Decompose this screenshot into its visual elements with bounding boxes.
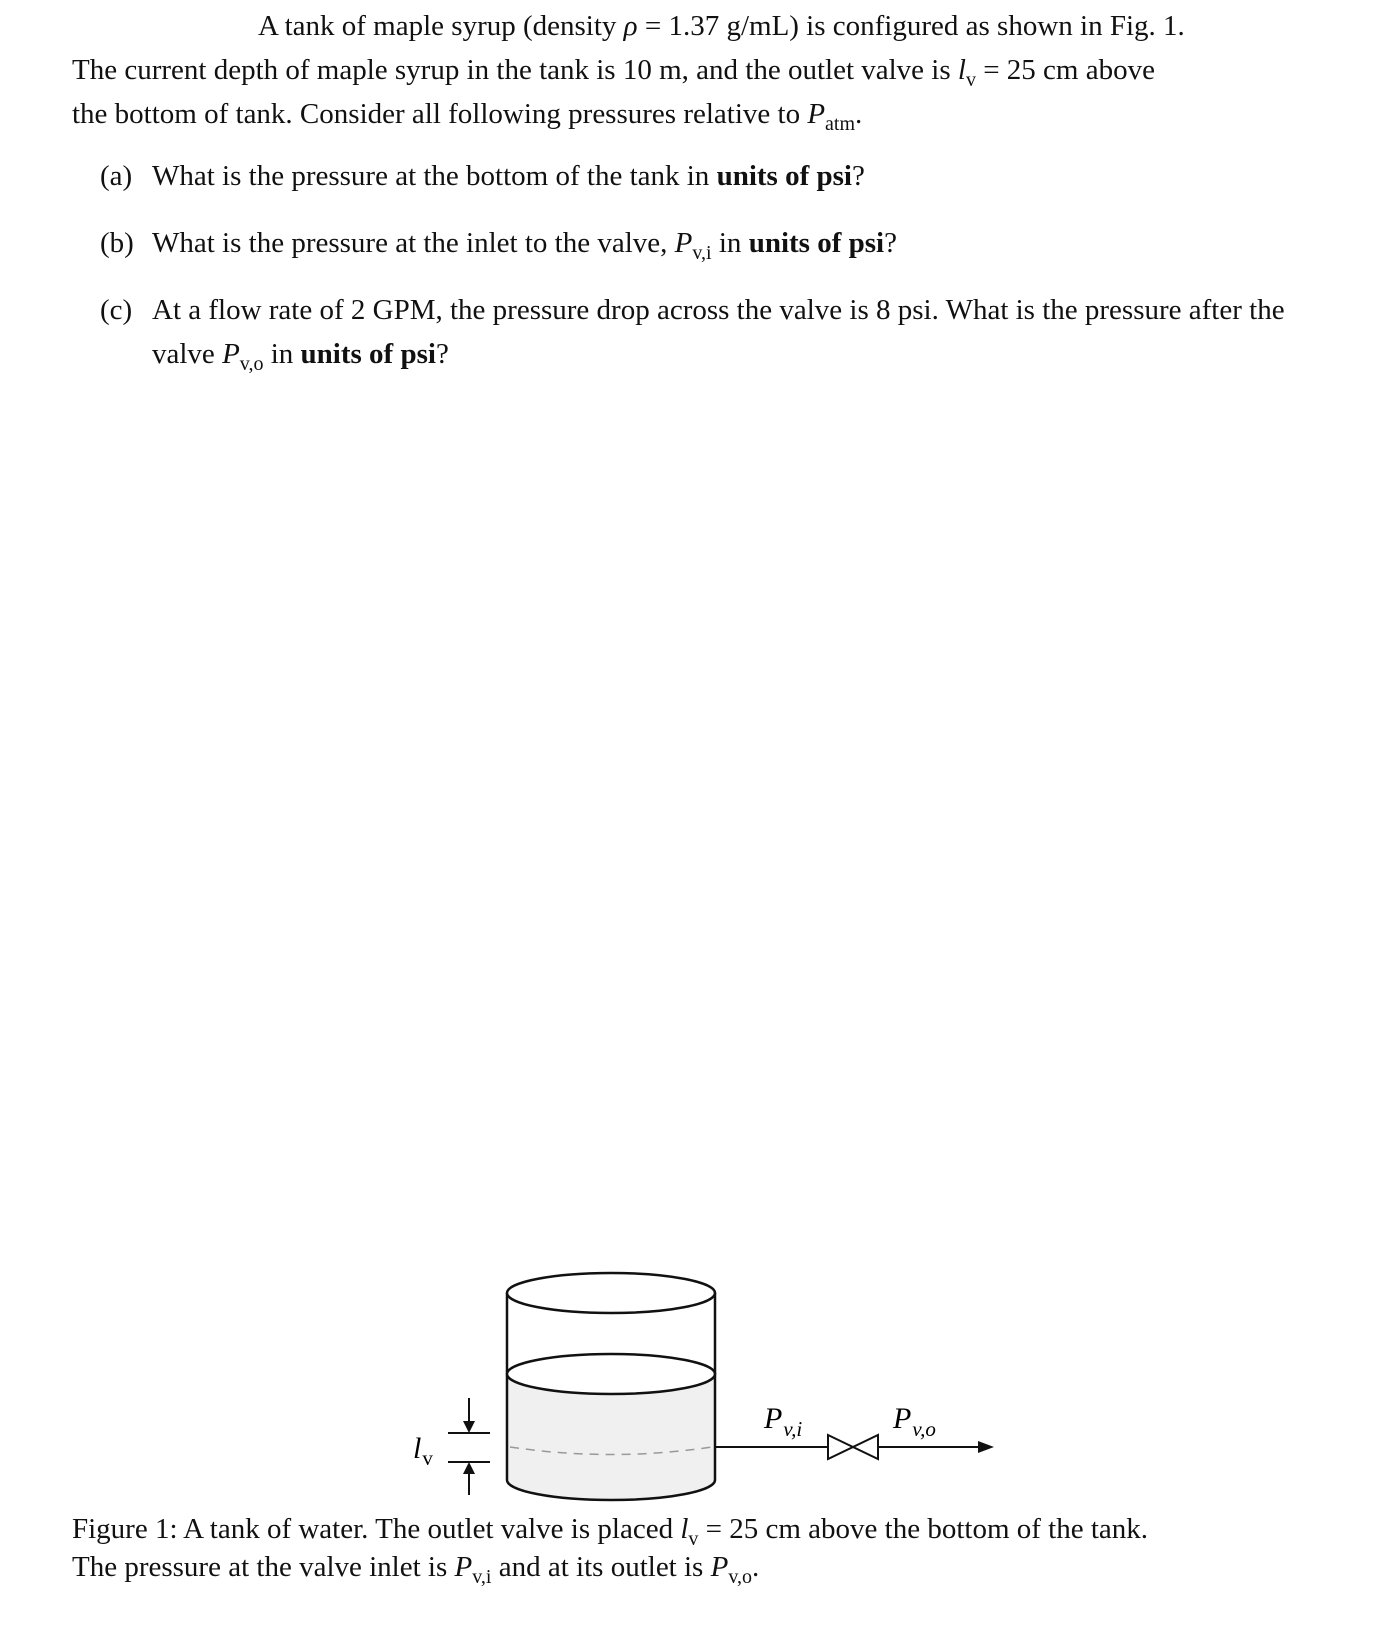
question-a-label: (a) xyxy=(100,160,133,192)
valve-icon xyxy=(828,1435,878,1459)
caption-line-2: The pressure at the valve inlet is $P_{v,i}$ and at its outlet is $P_{v,o}$. xyxy=(72,1551,760,1588)
question-c-text: At a flow rate of 2 GPM, the pressure drop across the valve is 8 psi. What is the pressure after the valve $P_{v,o}$ in units of psi? xyxy=(152,294,1285,375)
caption-line-1: Figure 1: A tank of water. The outlet valve is placed $l_v = 25$ cm above the bottom of the tank. xyxy=(72,1513,1149,1550)
intro-line-2: The current depth of maple syrup in the tank is 10 m, and the outlet valve is $l_v = 25$ cm above xyxy=(72,54,1155,91)
dimension-arrow-down-icon xyxy=(463,1421,475,1433)
label-lv: $l_v$ xyxy=(413,1432,433,1470)
dimension-arrow-up-icon xyxy=(463,1462,475,1474)
intro-line-1: A tank of maple syrup (density ρ = 1.37 g/mL) is configured as shown in Fig. 1. xyxy=(258,10,1185,42)
question-b-text: What is the pressure at the inlet to the valve, $P_{v,i}$ in units of psi? xyxy=(152,227,897,264)
flow-arrow-icon xyxy=(978,1441,994,1453)
question-c-label: (c) xyxy=(100,294,133,326)
label-pvo: $P_{v,o}$ xyxy=(893,1402,936,1441)
tank-top-rim xyxy=(507,1273,715,1313)
question-a-text: What is the pressure at the bottom of the tank in units of psi? xyxy=(152,160,865,192)
question-b-label: (b) xyxy=(100,227,134,259)
intro-line-3: the bottom of tank. Consider all following pressures relative to $P_{atm}$. xyxy=(72,98,863,135)
liquid-surface xyxy=(507,1354,715,1394)
label-pvi: $P_{v,i}$ xyxy=(764,1402,803,1441)
figure-caption xyxy=(72,1510,1316,1586)
